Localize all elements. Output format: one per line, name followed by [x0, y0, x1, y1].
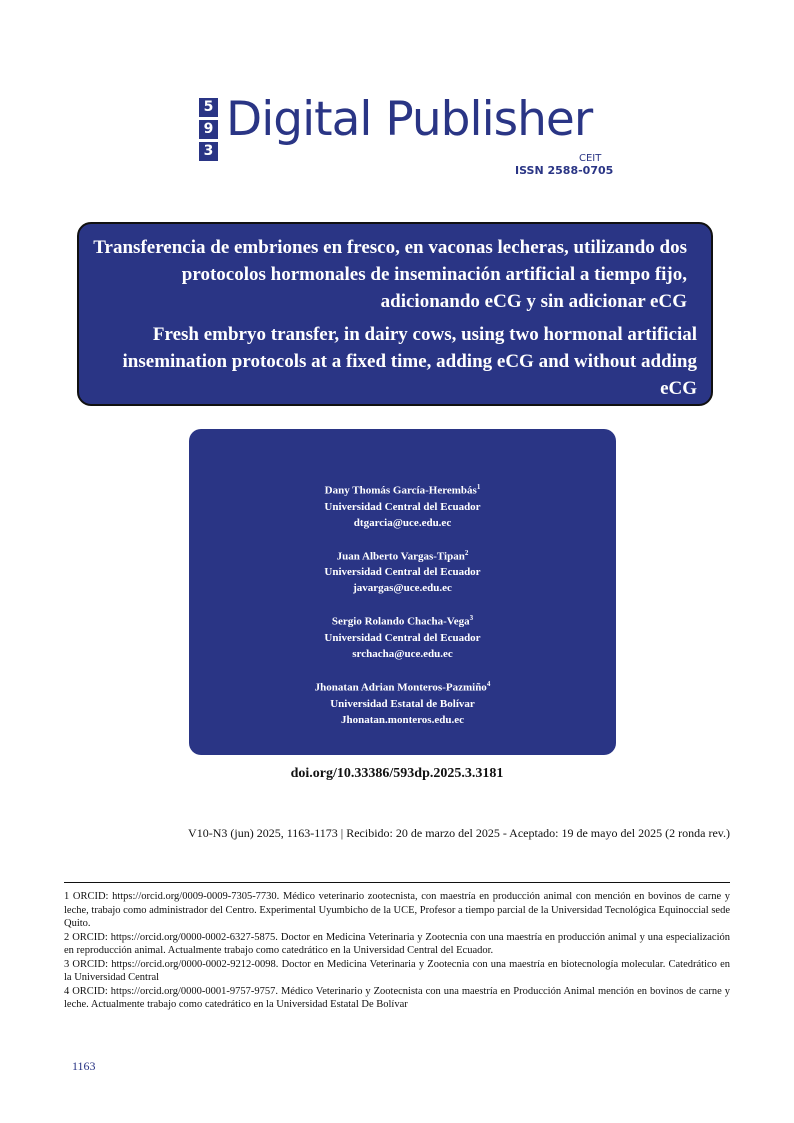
author-name: Sergio Rolando Chacha-Vega$^3$ — [331, 614, 474, 628]
author-affiliation: Universidad Estatal de Bolívar — [330, 697, 475, 710]
journal-logo — [199, 92, 619, 178]
author-affiliation: Universidad Central del Ecuador — [324, 500, 481, 513]
footnote-divider — [64, 882, 730, 883]
footnote: 2 ORCID: https://orcid.org/0000-0002-6327-5875. Doctor en Medicina Veterinaria y Zootecnia con una maestría en producción animal y una especialización en reproducción animal. Actualmente trabajo como catedrático en la Universidad Central del Ecuador. — [64, 931, 730, 956]
footnote: 4 ORCID: https://orcid.org/0000-0001-9757-9757. Médico Veterinario y Zootecnista con una maestría en Producción Animal mención en bovinos de carne y leche. Actualmente trabajo como catedrático en la Universidad Estatal De Bolívar — [64, 985, 730, 1010]
title-spanish: Transferencia de embriones en fresco, en vaconas lecheras, utilizando dos protocolos hormonales de inseminación artificial a tiempo fijo, adicionando eCG y sin adicionar eCG — [93, 237, 687, 312]
logo-digit: 9 — [199, 120, 218, 139]
author-block — [189, 676, 616, 728]
page-number: 1163 — [72, 1059, 96, 1073]
author-name: Jhonatan Adrian Monteros-Pazmiño$^4$ — [314, 679, 491, 694]
logo-ceit: CEIT — [579, 153, 602, 164]
author-affiliation: Universidad Central del Ecuador — [324, 631, 481, 644]
title-box — [77, 222, 713, 406]
author-email[interactable]: javargas@uce.edu.ec — [353, 582, 452, 595]
author-block — [189, 545, 616, 597]
author-name: Dany Thomás García-Herembás$^1$ — [324, 483, 481, 497]
footnotes — [64, 890, 730, 1012]
logo-digit: 3 — [199, 142, 218, 161]
author-email[interactable]: Jhonatan.monteros.edu.ec — [341, 713, 464, 726]
title-english: Fresh embryo transfer, in dairy cows, using two hormonal artificial insemination protocols at a fixed time, adding eCG and without adding eCG — [122, 324, 697, 399]
logo-digit: 5 — [199, 98, 218, 117]
author-email[interactable]: srchacha@uce.edu.ec — [352, 647, 453, 660]
author-block — [189, 479, 616, 531]
doi-link[interactable]: doi.org/10.33386/593dp.2025.3.3181 — [290, 766, 504, 781]
logo-wordmark: Digital Publisher — [226, 92, 593, 147]
footnote: 1 ORCID: https://orcid.org/0009-0009-7305-7730. Médico veterinario zootecnista, con maestría en producción animal con mención en bovinos de carne y leche, trabajo como administrador del Centro. Experimental Uyumbicho de la UCE, Profesor a tiempo parcial de la Universidad Tecnológica Equinoccial sede Quito. — [64, 891, 730, 929]
authors-box — [189, 429, 616, 755]
author-affiliation: Universidad Central del Ecuador — [324, 566, 481, 579]
logo-digits — [199, 98, 218, 164]
author-email[interactable]: dtgarcia@uce.edu.ec — [353, 516, 452, 529]
issn-label: ISSN 2588-0705 — [515, 164, 614, 177]
author-block — [189, 610, 616, 662]
author-name: Juan Alberto Vargas-Tipan$^2$ — [336, 548, 469, 563]
publication-dates: V10-N3 (jun) 2025, 1163-1173 | Recibido: 20 de marzo del 2025 - Aceptado: 19 de mayo del 2025 (2 ronda rev.) — [188, 826, 730, 840]
footnote: 3 ORCID: https://orcid.org/0000-0002-9212-0098. Doctor en Medicina Veterinaria y Zootecnia con una maestría en biotecnología molecular. Catedrático en la Universidad Central — [64, 958, 730, 983]
